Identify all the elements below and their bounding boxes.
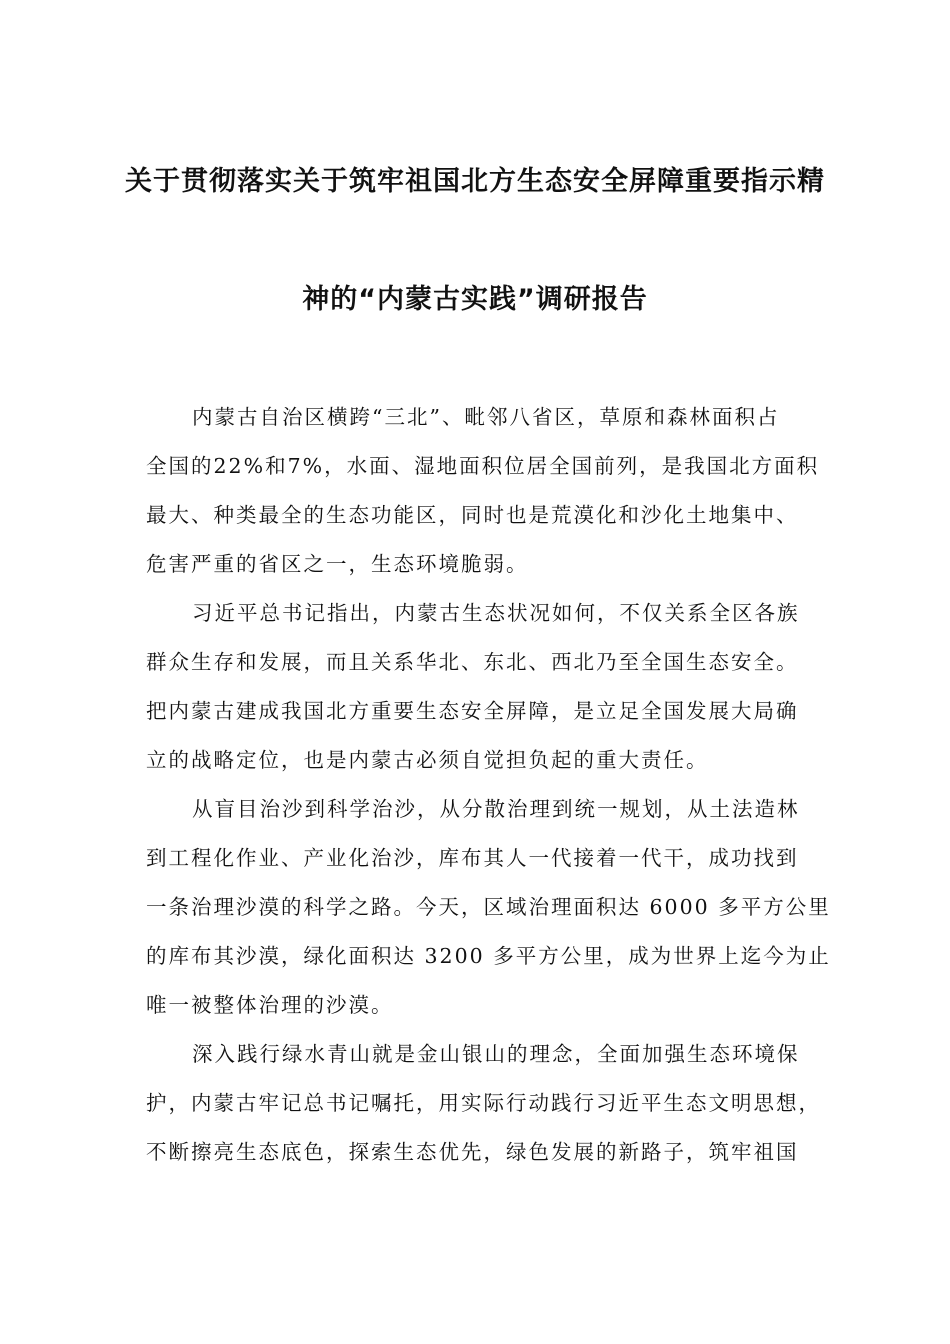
paragraph-line: 危害严重的省区之一，生态环境脆弱。	[146, 552, 529, 576]
paragraph-line: 立的战略定位，也是内蒙古必须自觉担负起的重大责任。	[146, 748, 709, 772]
paragraph-line: 深入践行绿水青山就是金山银山的理念，全面加强生态环境保	[192, 1042, 800, 1066]
paragraph-2	[146, 589, 806, 785]
paragraph-line: 一条治理沙漠的科学之路。今天，区域治理面积达 6000 多平方公里	[146, 895, 831, 919]
paragraph-line: 群众生存和发展，而且关系华北、东北、西北乃至全国生态安全。	[146, 650, 799, 674]
paragraph-4	[146, 1030, 821, 1177]
paragraph-line: 护，内蒙古牢记总书记嘱托，用实际行动践行习近平生态文明思想，	[146, 1091, 821, 1115]
paragraph-3	[146, 785, 831, 1030]
paragraph-1	[146, 393, 820, 589]
paragraph-line: 到工程化作业、产业化治沙，库布其人一代接着一代干，成功找到	[146, 846, 799, 870]
paragraph-line: 从盲目治沙到科学治沙，从分散治理到统一规划，从土法造林	[192, 797, 800, 821]
body-text	[146, 393, 831, 1177]
paragraph-line: 的库布其沙漠，绿化面积达 3200 多平方公里，成为世界上迄今为止	[146, 944, 831, 968]
paragraph-line: 把内蒙古建成我国北方重要生态安全屏障，是立足全国发展大局确	[146, 699, 799, 723]
paragraph-line: 最大、种类最全的生态功能区，同时也是荒漠化和沙化土地集中、	[146, 503, 799, 527]
paragraph-line: 唯一被整体治理的沙漠。	[146, 993, 394, 1017]
title-line-1: 关于贯彻落实关于筑牢祖国北方生态安全屏障重要指示精	[125, 166, 825, 197]
paragraph-line: 不断擦亮生态底色，探索生态优先，绿色发展的新路子，筑牢祖国	[146, 1140, 799, 1164]
paragraph-line: 内蒙古自治区横跨“三北”、毗邻八省区，草原和森林面积占	[192, 405, 780, 429]
title-line-2: 神的“内蒙古实践”调研报告	[302, 284, 648, 315]
paragraph-line: 习近平总书记指出，内蒙古生态状况如何，不仅关系全区各族	[192, 601, 800, 625]
paragraph-line: 全国的22%和7%，水面、湿地面积位居全国前列，是我国北方面积	[146, 454, 820, 478]
